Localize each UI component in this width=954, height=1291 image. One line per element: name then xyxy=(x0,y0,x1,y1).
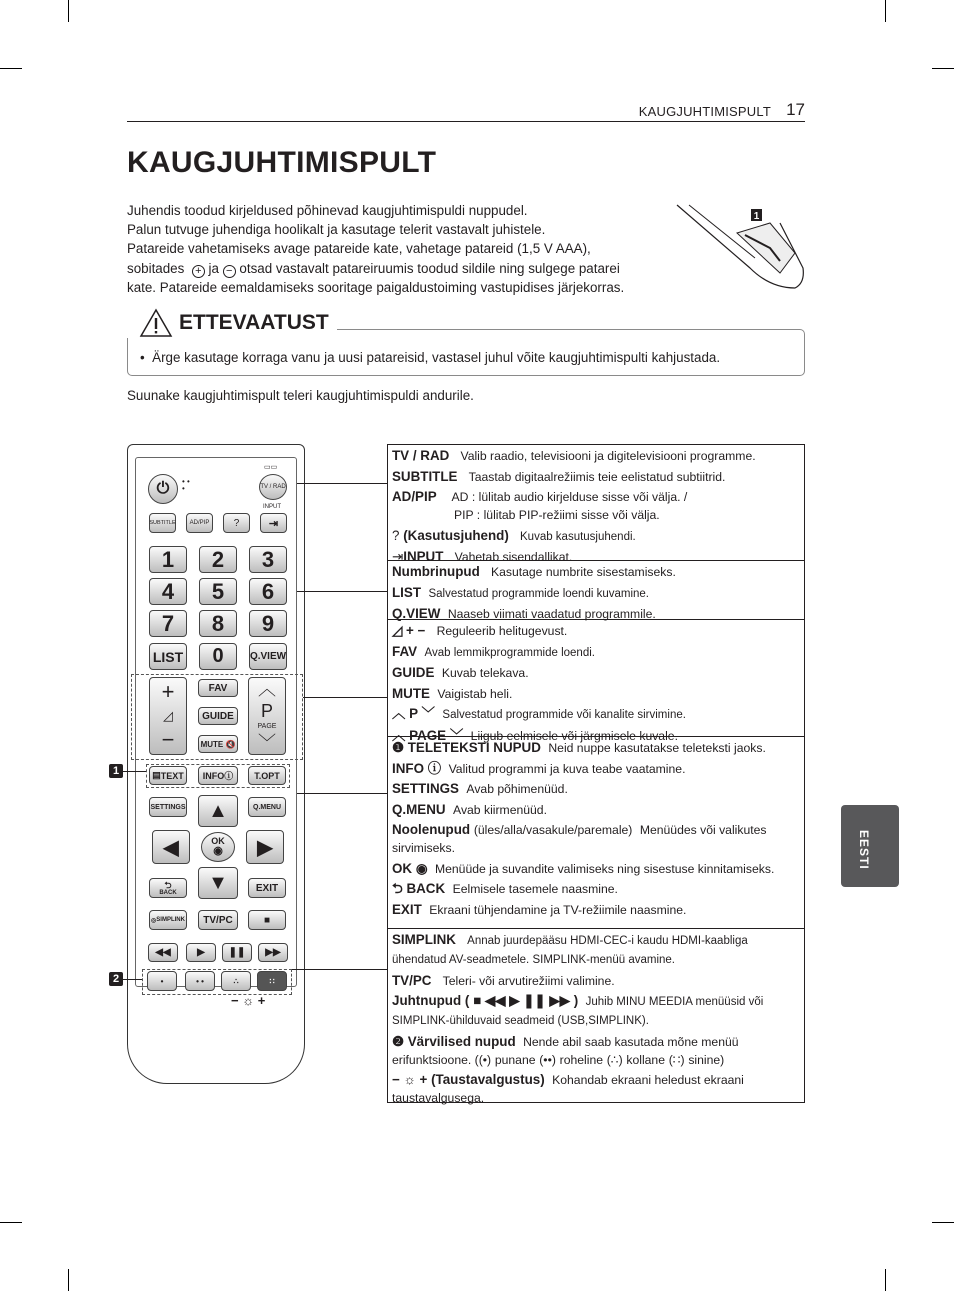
digit-2-button[interactable]: 2 xyxy=(199,546,237,573)
digit-8-button[interactable]: 8 xyxy=(199,610,237,637)
connector-line xyxy=(297,483,387,484)
left-arrow-button[interactable]: ◀ xyxy=(152,830,190,864)
button-description-table xyxy=(387,444,805,1103)
tvrad-button[interactable]: TV / RAD xyxy=(259,474,287,500)
adpip-button[interactable]: AD/PIP xyxy=(186,513,213,533)
volume-rocker[interactable] xyxy=(149,677,187,755)
volume-icons: ◿ + − xyxy=(392,623,426,638)
intro-line: Juhendis toodud kirjeldused põhinevad kaugjuhtimispuldi nuppudel. xyxy=(127,203,528,218)
list-button[interactable]: LIST xyxy=(149,643,187,670)
header-section: KAUGJUHTIMISPULT xyxy=(638,104,771,119)
crop-mark xyxy=(68,0,69,22)
svg-text:1: 1 xyxy=(753,211,760,222)
callout-2: 2 xyxy=(109,972,123,986)
crop-mark xyxy=(885,0,886,22)
volume-up-icon: + xyxy=(161,679,175,705)
exit-button[interactable]: EXIT xyxy=(248,878,286,898)
crop-mark xyxy=(932,1222,954,1223)
topt-button[interactable]: T.OPT xyxy=(248,766,286,785)
red-button-icon: (•) xyxy=(478,1052,492,1067)
crop-mark xyxy=(0,68,22,69)
volume-down-icon: − xyxy=(161,726,175,752)
crop-mark xyxy=(0,1222,22,1223)
digit-4-button[interactable]: 4 xyxy=(149,578,187,605)
qview-button[interactable]: Q.VIEW xyxy=(249,643,287,670)
connector-line xyxy=(297,591,387,592)
table-row: TV / RAD Valib raadio, televisiooni ja digitelevisiooni programme. SUBTITLE Taastab digitaalrežiimis teie eelistatud subtiitrid. AD/PIP AD : lülitab audio kirjelduse sisse või välja. / PIP : lülitab PIP-režiimi sisse või välja. ? (Kasutusjuhend) Kuvab kasutusjuhendi. ⇥INPUT Vahetab sisendallikat. xyxy=(388,445,804,561)
red-button[interactable]: • xyxy=(147,971,177,991)
power-button[interactable]: ⏻ xyxy=(148,474,178,504)
digit-0-button[interactable]: 0 xyxy=(199,643,237,670)
down-arrow-button[interactable]: ▼ xyxy=(198,867,238,899)
digit-1-button[interactable]: 1 xyxy=(149,546,187,573)
fast-forward-button[interactable]: ▶▶ xyxy=(258,943,288,962)
digit-9-button[interactable]: 9 xyxy=(249,610,287,637)
warning-icon xyxy=(139,308,173,338)
table-row: Numbrinupud Kasutage numbrite sisestamiseks. LIST Salvestatud programmide loendi kuvamine. Q.VIEW Naaseb viimati vaadatud programmile. xyxy=(388,561,804,620)
caution-item: • Ärge kasutage korraga vanu ja uusi patareisid, vastasel juhul võite kaugjuhtimispulti kahjustada. xyxy=(140,350,721,365)
guide-button[interactable]: GUIDE xyxy=(198,707,238,725)
back-button[interactable]: ⮌ BACK xyxy=(149,878,187,898)
crop-mark xyxy=(885,1269,886,1291)
intro-text xyxy=(127,201,667,297)
minus-icon: − xyxy=(223,265,236,278)
plus-icon: + xyxy=(192,265,205,278)
callout-1: 1 xyxy=(109,764,123,778)
input-button[interactable]: ⇥ xyxy=(260,513,287,533)
qmenu-button[interactable]: Q.MENU xyxy=(248,797,286,817)
caution-heading xyxy=(127,308,337,338)
language-tab: EESTI xyxy=(841,805,899,887)
page-number: 17 xyxy=(786,100,805,119)
dots-icon: • • • xyxy=(182,477,190,493)
mute-button[interactable]: MUTE 🔇 xyxy=(198,735,238,753)
intro-line: Patareide vahetamiseks avage patareide kate, vahetage patareid (1,5 V AAA), xyxy=(127,241,591,257)
green-button[interactable]: • • xyxy=(185,971,215,991)
intro-line: Palun tutvuge juhendiga hoolikalt ja kasutage telerit vastavalt juhistele. xyxy=(127,222,546,238)
connector-line xyxy=(303,697,387,698)
ok-button[interactable]: OK ◉ xyxy=(201,832,235,862)
chevron-down-icon: ﹀ xyxy=(258,733,276,754)
input-icon: ⇥ xyxy=(392,549,404,564)
pause-button[interactable]: ❚❚ xyxy=(222,943,252,962)
help-icon: ? xyxy=(392,527,400,543)
fav-button[interactable]: FAV xyxy=(198,679,238,697)
simplink-button[interactable]: ◎ SIMPLINK xyxy=(149,910,187,930)
connector-line xyxy=(292,969,387,970)
intro-line: kate. Patareide eemaldamiseks sooritage paigaldustoiming vastupidises järjekorras. xyxy=(127,279,625,295)
pointing-note: Suunake kaugjuhtimispult teleri kaugjuhtimispuldi andurile. xyxy=(127,388,474,403)
table-row: SIMPLINK Annab juurdepääsu HDMI-CEC-i kaudu HDMI-kaabliga ühendatud AV-seadmetele. SIMPLINK-menüü avamine. TV/PC Teleri- või arvutirežiimi valimine. Juhtnupud ( ■ ◀◀ ▶ ❚❚ ▶▶ ) Juhib MINU MEEDIA menüüsid või SIMPLINK-ühilduvaid seadmeid (USB,SIMPLINK). ❷ Värvilised nupud Nende abil saab kasutada mõne menüü erifunktsioone. ((•) punane (••) roheline (∴) kollane (∷) sinine) − ☼ + (Taustavalgustus) Kohandab ekraani heledust ekraani taustavalgusega. xyxy=(392,932,764,1105)
blue-button[interactable]: ∷ xyxy=(257,971,287,991)
volume-icon: ◿ xyxy=(163,707,173,723)
connector-line xyxy=(297,793,387,794)
digit-7-button[interactable]: 7 xyxy=(149,610,187,637)
crop-mark xyxy=(932,68,954,69)
digit-5-button[interactable]: 5 xyxy=(199,578,237,605)
rewind-button[interactable]: ◀◀ xyxy=(148,943,178,962)
tvpc-button[interactable]: TV/PC xyxy=(198,910,238,930)
page-header xyxy=(127,100,805,122)
caution-title: ETTEVAATUST xyxy=(179,311,329,334)
callout-leader xyxy=(123,771,146,772)
info-button[interactable]: INFO ⓘ xyxy=(198,766,238,785)
subtitle-button[interactable]: SUBTITLE xyxy=(149,513,176,533)
backlight-control-icon: − ☼ + xyxy=(231,993,266,1008)
digit-3-button[interactable]: 3 xyxy=(249,546,287,573)
radio-icon: ▭▭ xyxy=(264,464,278,471)
text-button[interactable]: ▤ TEXT xyxy=(149,766,187,785)
settings-button[interactable]: SETTINGS xyxy=(149,797,187,817)
help-button[interactable]: ? xyxy=(223,513,250,533)
up-arrow-button[interactable]: ▲ xyxy=(198,795,238,827)
digit-6-button[interactable]: 6 xyxy=(249,578,287,605)
program-rocker[interactable]: ︿ P PAGE ﹀ xyxy=(248,677,286,755)
back-icon: ⮌ xyxy=(164,879,172,890)
chevron-up-icon: ︿ xyxy=(258,678,276,699)
callout-leader xyxy=(123,979,142,980)
input-label: INPUT xyxy=(263,504,281,510)
page-title: KAUGJUHTIMISPULT xyxy=(127,146,437,179)
right-arrow-button[interactable]: ▶ xyxy=(246,830,284,864)
crop-mark xyxy=(68,1269,69,1291)
table-row: ◿ + − Reguleerib helitugevust. FAV Avab lemmikprogrammide loendi. GUIDE Kuvab telekava. MUTE Vaigistab heli. ︿ P ﹀ Salvestatud programmide või kanalite sirvimine. ︿ PAGE ﹀ Liigub eelmisele või järgmisele kuvale. xyxy=(388,620,804,737)
battery-cover-illustration xyxy=(675,203,805,293)
yellow-button[interactable]: ∴ xyxy=(221,971,251,991)
play-button[interactable]: ▶ xyxy=(186,943,216,962)
stop-button[interactable]: ■ xyxy=(248,910,286,930)
intro-line: sobitades + ja − otsad vastavalt patareiruumis toodud sildile ning sulgege patarei xyxy=(127,260,620,277)
table-row: ❶ TELETEKSTI NUPUD Neid nuppe kasutatakse teleteksti jaoks. INFO ⓘ Valitud programmi ja kuva teabe vaatamine. SETTINGS Avab põhimenüüd. Q.MENU Avab kiirmenüüd. Noolenupud (üles/alla/vasakule/paremale) Menüüdes või valikutes sirvimiseks. OK ◉ Menüüde ja suvandite valimiseks ning sisestuse kinnitamiseks. ⮌ BACK Eelmisele tasemele naasmine. EXIT Ekraani tühjendamine ja TV-režiimile naasmine. xyxy=(388,737,804,929)
